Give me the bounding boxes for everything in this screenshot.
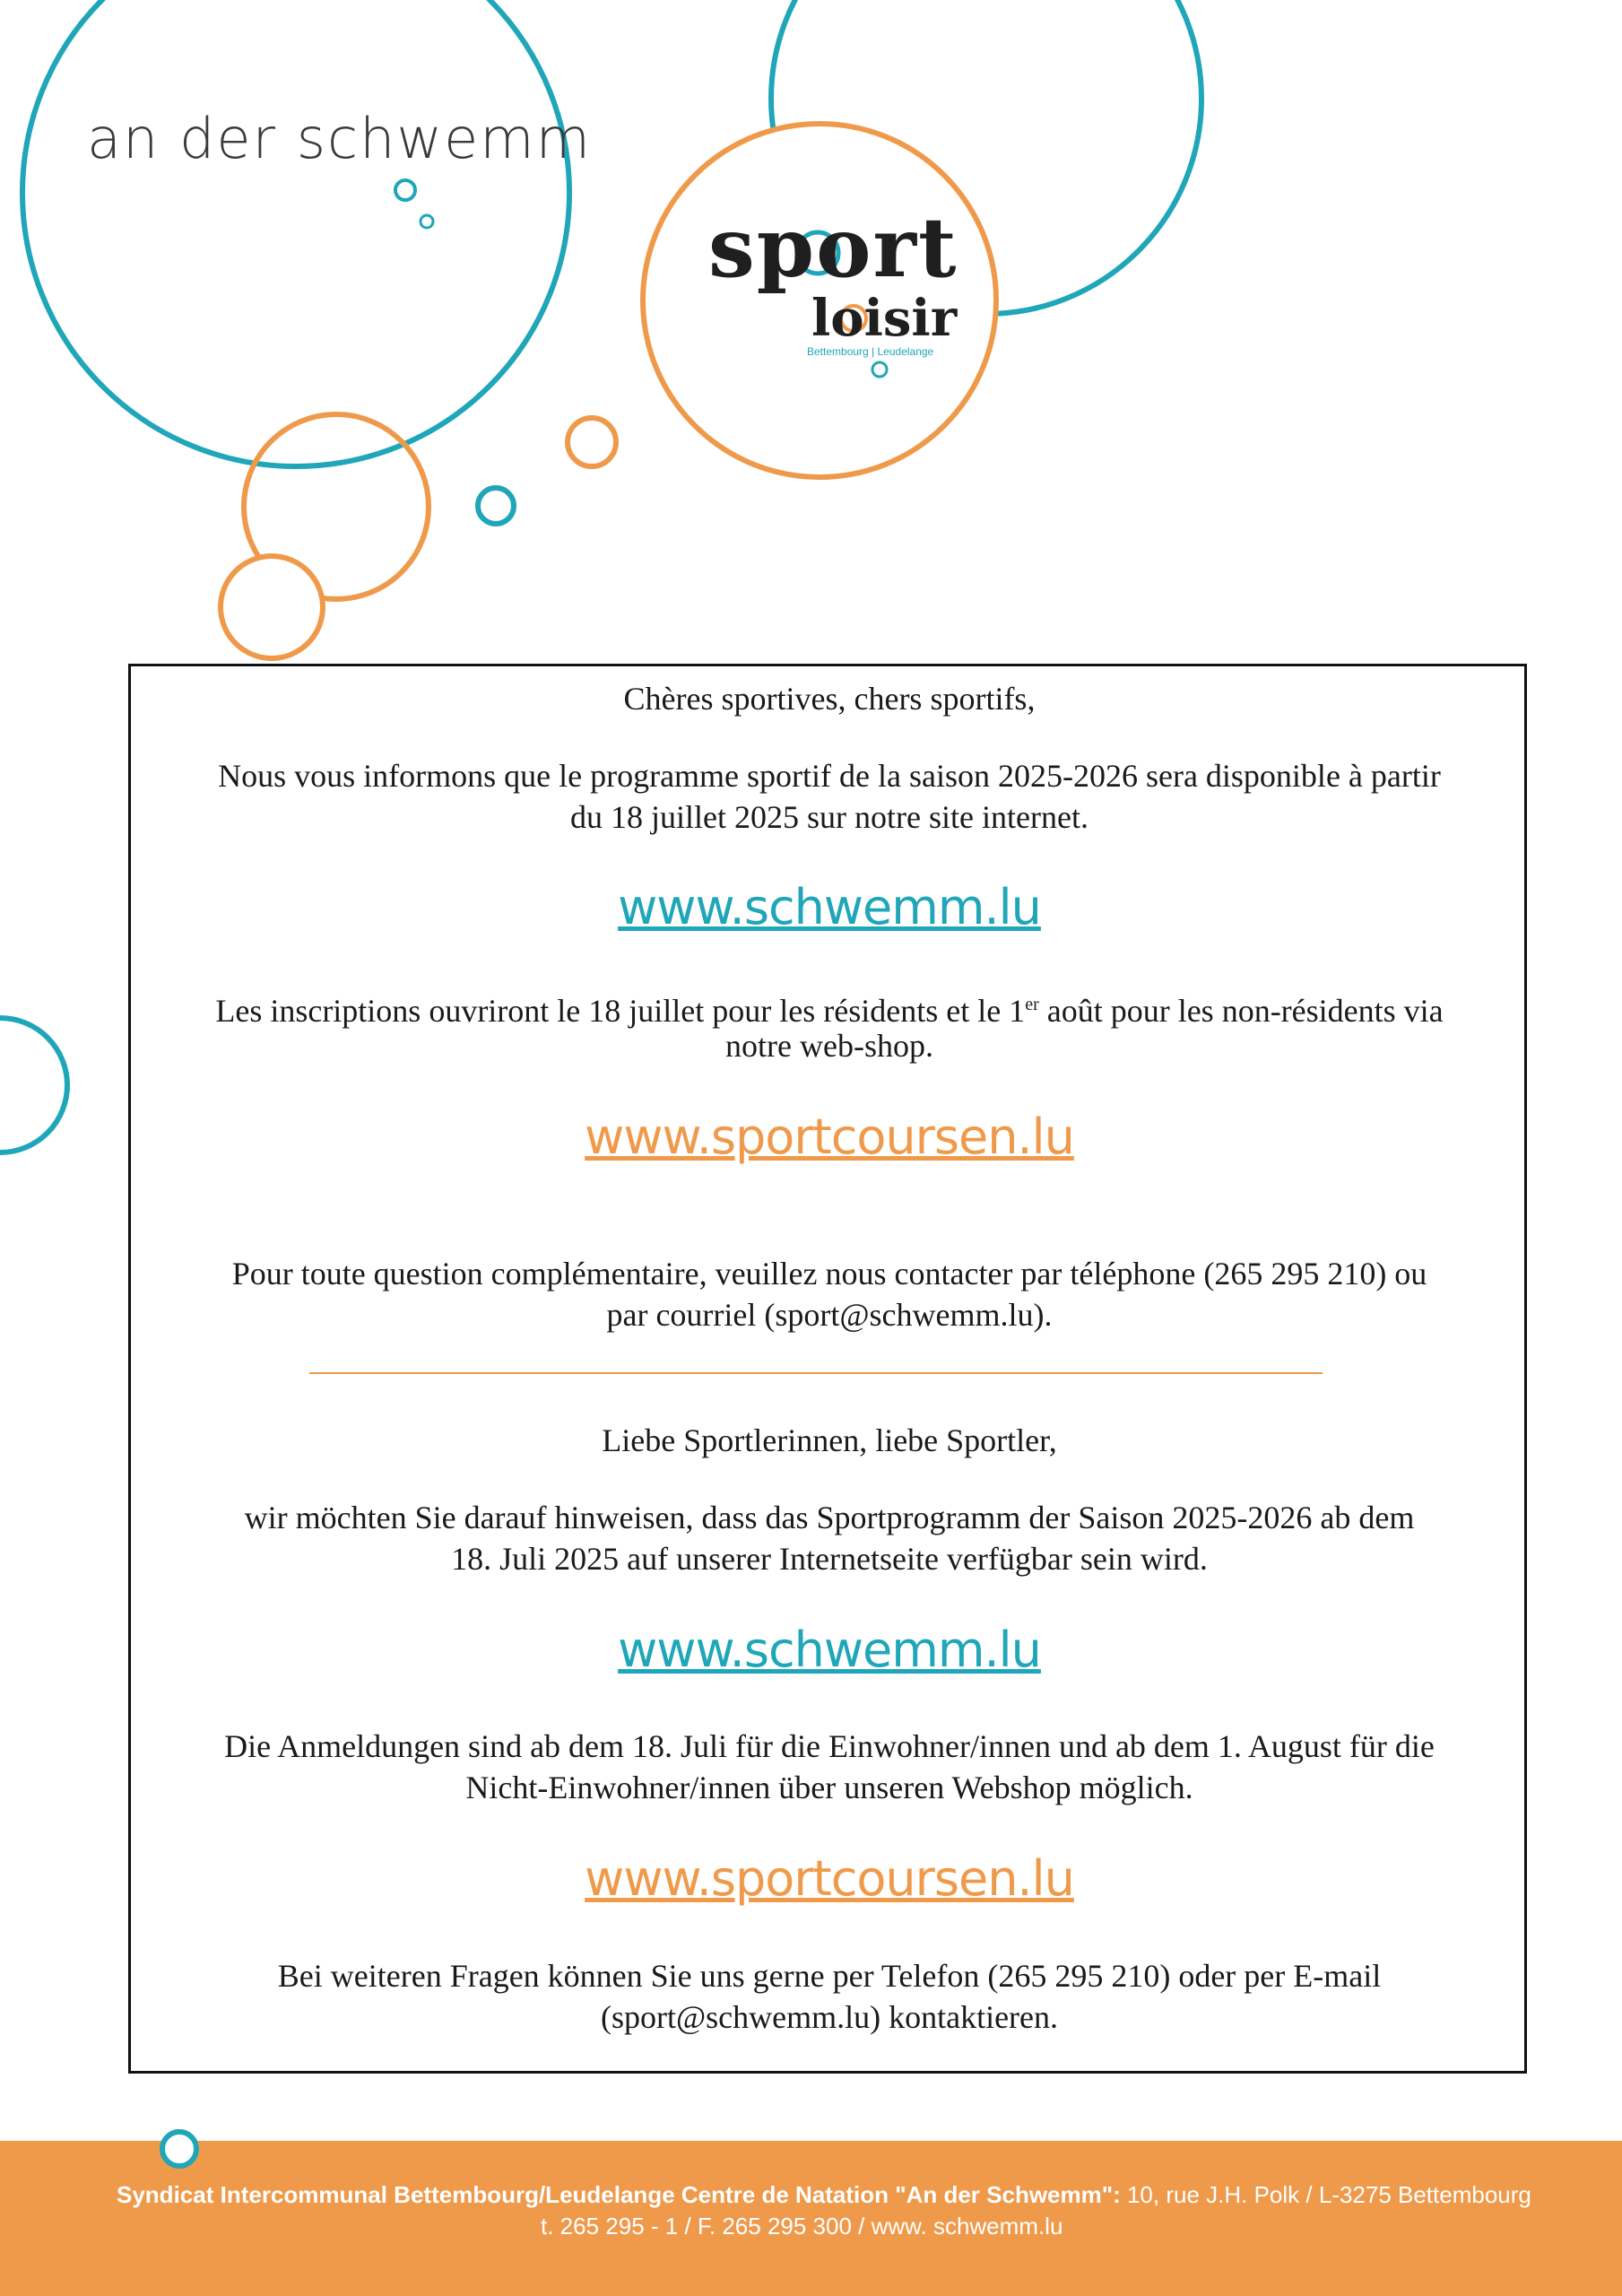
sport-logo-text: sport bbox=[708, 199, 958, 296]
german-contact-line1: Bei weiteren Fragen können Sie uns gerne per Telefon (265 295 210) oder per E-mail bbox=[277, 1958, 1382, 1994]
footer-contact-line: t. 265 295 - 1 / F. 265 295 300 / www. schwemm.lu bbox=[541, 2213, 1063, 2239]
section-divider bbox=[309, 1372, 1323, 1374]
brand-wordmark: an der schwemm bbox=[87, 106, 593, 171]
french-registration-line1: Les inscriptions ouvriront le 18 juillet pour les résidents et le 1er août pour les non-résidents via bbox=[215, 993, 1444, 1029]
footer-address-line: Syndicat Intercommunal Bettembourg/Leudelange Centre de Natation "An der Schwemm": 10, rue J.H. Polk / L-3275 Bettembourg bbox=[117, 2181, 1531, 2208]
german-greeting: Liebe Sportlerinnen, liebe Sportler, bbox=[602, 1422, 1057, 1458]
logo-subtitle: Bettembourg | Leudelange bbox=[807, 345, 934, 358]
french-contact-line1: Pour toute question complémentaire, veuillez nous contacter par téléphone (265 295 210) ou bbox=[231, 1256, 1427, 1292]
french-contact-line2: par courriel (sport@schwemm.lu). bbox=[606, 1297, 1053, 1333]
brand-o-circle bbox=[395, 180, 415, 200]
teal-tiny-circle bbox=[478, 488, 514, 524]
german-registration-line2: Nicht-Einwohner/innen über unseren Webshop möglich. bbox=[465, 1770, 1193, 1805]
french-program-line2: du 18 juillet 2025 sur notre site internet. bbox=[570, 799, 1089, 835]
german-registration-line1: Die Anmeldungen sind ab dem 18. Juli für die Einwohner/innen und ab dem 1. August für die bbox=[224, 1728, 1435, 1764]
orange-tiny-circle bbox=[568, 418, 616, 466]
sportcoursen-link-fr[interactable]: www.sportcoursen.lu bbox=[585, 1109, 1074, 1165]
german-program-line1: wir möchten Sie darauf hinweisen, dass das Sportprogramm der Saison 2025-2026 ab dem bbox=[244, 1500, 1415, 1535]
brand-dot-circle bbox=[421, 215, 433, 228]
loisir-logo-text: loisir bbox=[811, 289, 958, 348]
french-greeting: Chères sportives, chers sportifs, bbox=[623, 681, 1036, 717]
sportcoursen-link-de[interactable]: www.sportcoursen.lu bbox=[585, 1850, 1074, 1907]
german-contact-line2: (sport@schwemm.lu) kontaktieren. bbox=[600, 1999, 1059, 2035]
schwemm-link-de[interactable]: www.schwemm.lu bbox=[618, 1622, 1041, 1678]
orange-small-circle bbox=[221, 556, 323, 658]
french-program-line1: Nous vous informons que le programme sportif de la saison 2025-2026 sera disponible à partir bbox=[218, 758, 1441, 794]
large-teal-circle bbox=[22, 0, 569, 466]
german-program-line2: 18. Juli 2025 auf unserer Internetseite verfügbar sein wird. bbox=[451, 1541, 1208, 1577]
french-registration-line2: notre web-shop. bbox=[725, 1028, 933, 1064]
schwemm-link-fr[interactable]: www.schwemm.lu bbox=[618, 879, 1041, 935]
left-edge-teal-circle bbox=[0, 1018, 67, 1152]
